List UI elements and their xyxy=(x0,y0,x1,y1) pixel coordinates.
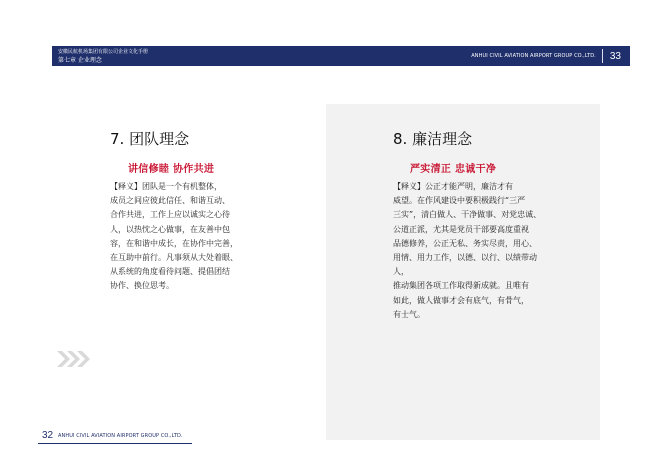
header-divider xyxy=(602,49,603,63)
integrity-concept-body xyxy=(393,180,549,322)
header-chapter: 第七章 企业理念 xyxy=(58,57,102,64)
header-bar xyxy=(52,46,630,66)
integrity-concept-slogan: 严实清正 忠诚干净 xyxy=(410,164,497,175)
footer-company-en: ANHUI CIVIL AVIATION AIRPORT GROUP CO.,LTD. xyxy=(58,433,183,439)
header-company-cn: 安徽民航机场集团有限公司企业文化手册 xyxy=(58,49,149,55)
team-concept-slogan: 讲信修睦 协作共进 xyxy=(128,164,215,175)
header-page-number: 33 xyxy=(609,50,621,62)
team-concept-title: 7. 团队理念 xyxy=(110,130,190,148)
team-concept-body xyxy=(110,180,266,294)
integrity-concept-text: 公正才能严明，廉洁才有 威望。在作风建设中要积极践行“三严 三实”，清白做人、干净做事、对党忠诚、 公道正派，尤其是党员干部要高度重视 品德修养，公正无私、务实尽责，用心、 用情、用力工作，以德、以行、以绩带动人， 推动集团各项工作取得新成就。且唯有 如此，做人做事才会有底气，有骨气， 有士气。 xyxy=(393,182,542,319)
header-company-en: ANHUI CIVIL AVIATION AIRPORT GROUP CO.,LTD. xyxy=(471,53,596,59)
double-chevron-right-icon xyxy=(56,350,92,368)
integrity-concept-tag: 【释义】 xyxy=(393,182,425,191)
footer-page-number: 32 xyxy=(42,430,54,441)
header-left xyxy=(58,48,148,65)
footer-rule xyxy=(38,443,192,444)
team-concept-text: 团队是一个有机整体， 成员之间应彼此信任、和谐互动、 合作共进，工作上应以诚实之心待 人，以热忱之心做事，在友善中包 容，在和谐中成长，在协作中完善， 在互助中前行。凡事须从大处着眼、 从系统的角度看待问题、提倡团结 协作、换位思考。 xyxy=(110,182,238,291)
header-right xyxy=(471,46,630,66)
integrity-concept-title: 8. 廉洁理念 xyxy=(393,130,473,148)
team-concept-tag: 【释义】 xyxy=(110,182,142,191)
